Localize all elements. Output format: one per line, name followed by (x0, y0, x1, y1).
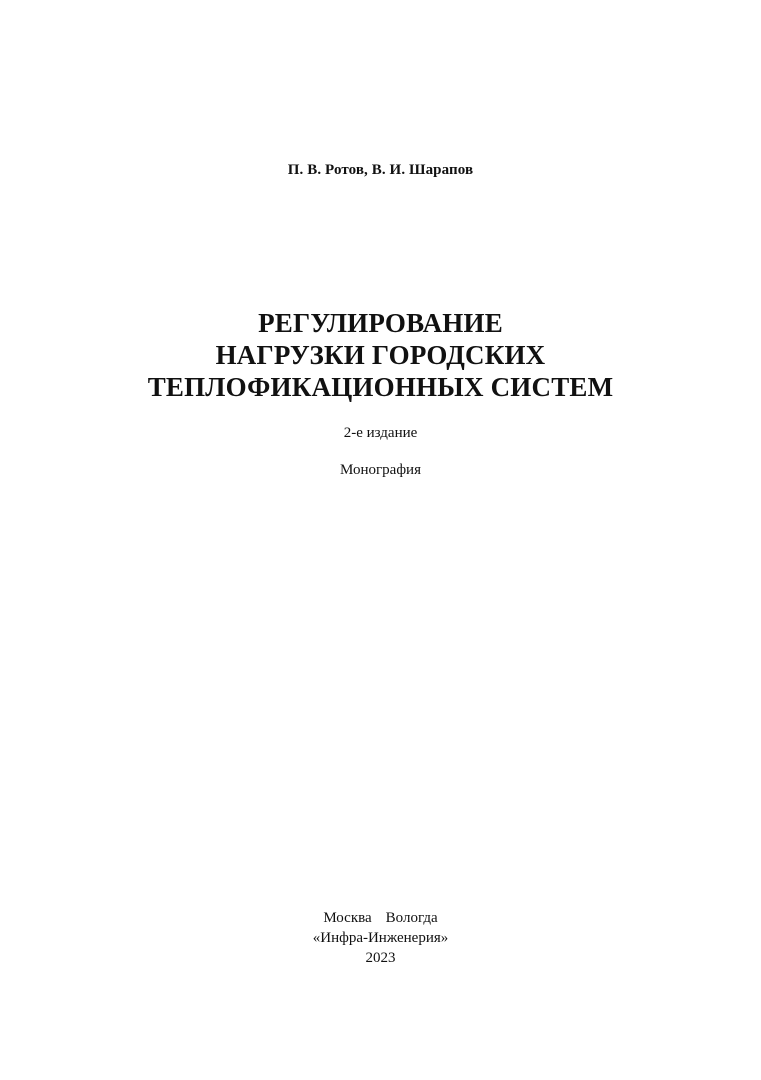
imprint-cities (0, 908, 761, 928)
imprint (0, 908, 761, 968)
city-moscow: Москва (323, 910, 372, 926)
genre: Монография (340, 462, 421, 478)
title-line-3: ТЕПЛОФИКАЦИОННЫХ СИСТЕМ (147, 372, 614, 402)
title-line-1: РЕГУЛИРОВАНИЕ (258, 308, 503, 338)
city-vologda: Вологда (385, 910, 438, 926)
authors: П. В. Ротов, В. И. Шарапов (287, 162, 474, 178)
edition: 2-е издание (343, 425, 418, 441)
book-title (0, 307, 761, 403)
publisher: «Инфра-Инженерия» (312, 930, 449, 946)
title-line-2: НАГРУЗКИ ГОРОДСКИХ (215, 340, 546, 370)
publication-year: 2023 (365, 950, 396, 966)
